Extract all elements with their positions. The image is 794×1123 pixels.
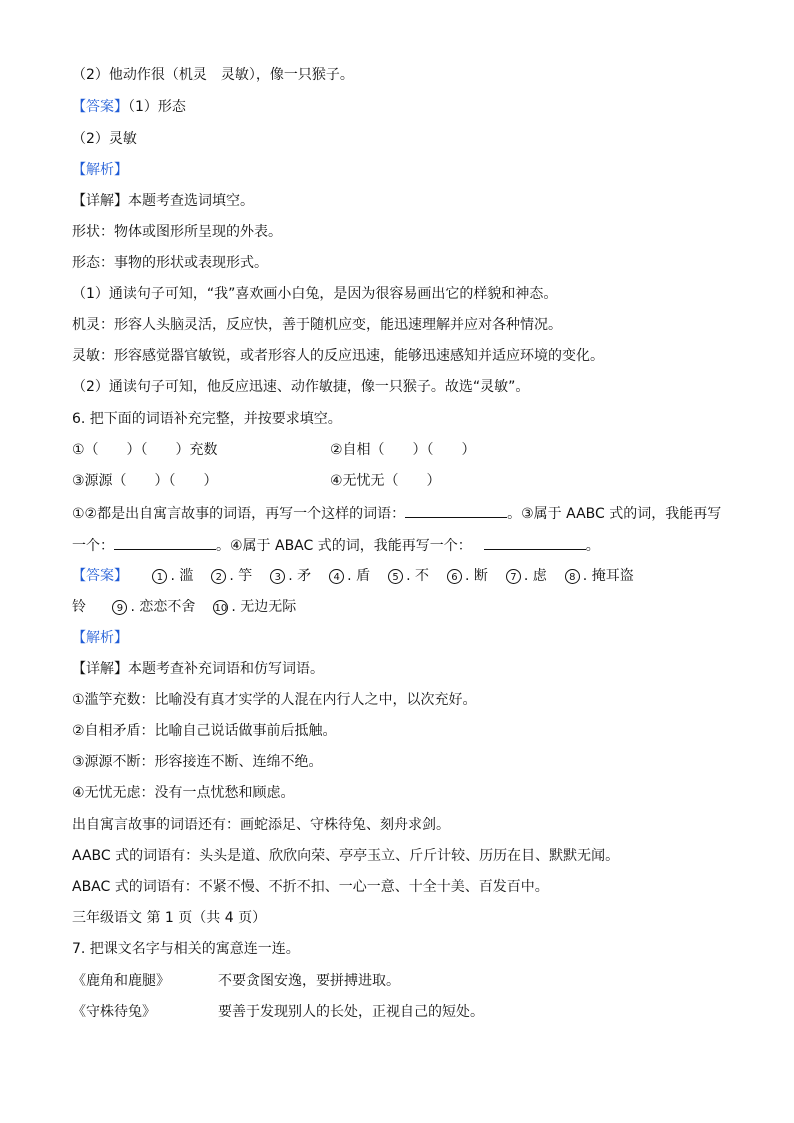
answer-text: . 矛 [288,568,312,584]
q6-title: 6. 把下面的词语补充完整，并按要求填空。 [72,411,342,427]
q6-fill2-text: 一个： [72,538,114,554]
note-line: ②自相矛盾：比喻自己说话做事前后抵触。 [72,723,337,739]
q6-fill2-text3: 。 [585,538,600,554]
q7-row [72,1002,484,1022]
answer-tag: 【答案】 [72,568,128,584]
note-line: 出自寓言故事的词语还有：画蛇添足、守株待兔、刻舟求剑。 [72,817,450,833]
circled-number-icon: 10 [213,600,228,615]
answer-text: . 掩耳盗 [582,568,634,584]
q6-row1 [72,440,476,460]
detail-tag: 【详解】 [72,661,128,677]
note-line: 形态：事物的形状或表现形式。 [72,255,268,271]
circled-number-icon: 2 [211,569,226,584]
q6-fill1-text: ①②都是出自寓言故事的词语，再写一个这样的词语： [72,506,406,522]
answer5-a1: （1）形态 [128,99,186,115]
answer-blank[interactable] [484,535,586,550]
analysis-tag: 【解析】 [72,162,128,178]
circled-number-icon: 6 [447,569,462,584]
answer-item [447,566,488,586]
circled-number-icon: 8 [565,569,580,584]
q7-left: 《鹿角和鹿腿》 [72,973,170,989]
note-line: AABC 式的词语有：头头是道、欣欣向荣、亭亭玉立、斤斤计较、历历在目、默默无闻。 [72,848,620,864]
circled-number-icon: 5 [388,569,403,584]
answer6-wrap: 铃 [72,599,86,615]
note-line: ④无忧无虑：没有一点忧愁和顾虑。 [72,785,295,801]
answer-text: . 恋恋不舍 [130,599,196,615]
answer-text: . 滥 [170,568,194,584]
answer-text: . 虑 [523,568,547,584]
note-line: 机灵：形容人头脑灵活，反应快，善于随机应变，能迅速理解并应对各种情况。 [72,317,562,333]
circled-number-icon: 9 [112,600,127,615]
detail6 [72,659,324,679]
answer-tag: 【答案】 [72,99,128,115]
note-line: ①滥竽充数：比喻没有真才实学的人混在内行人之中，以次充好。 [72,692,477,708]
answer-item [329,566,370,586]
note-line: 形状：物体或图形所呈现的外表。 [72,224,282,240]
q6-item1: ①（ ）（ ）充数 [72,442,218,458]
q6-item3: ③源源（ ）（ ） [72,473,218,489]
answer-item [213,597,296,617]
q6-fill2-text2: 。④属于 ABAC 式的词，我能再写一个： [216,538,472,554]
q6-item2: ②自相（ ）（ ） [330,442,476,458]
note-line: ③源源不断：形容接连不断、连绵不绝。 [72,754,323,770]
answer-item [270,566,311,586]
q6-fill1 [72,503,721,524]
q6-item4: ④无忧无（ ） [330,473,441,489]
note-line: 灵敏：形容感觉器官敏锐，或者形容人的反应迅速，能够迅速感知并适应环境的变化。 [72,348,604,364]
answer5-a2: （2）灵敏 [72,131,137,147]
answer-text: . 盾 [347,568,371,584]
detail-tag: 【详解】 [72,193,128,209]
answer-blank[interactable] [405,503,507,518]
detail5 [72,191,254,211]
q7-row [72,971,400,991]
circled-number-icon: 3 [270,569,285,584]
q6-row2 [72,471,441,491]
analysis-tag: 【解析】 [72,630,128,646]
q7-left: 《守株待兔》 [72,1004,156,1020]
answer-text: . 不 [406,568,429,584]
answer-text: . 无边无际 [231,599,297,615]
q6-fill2 [72,535,600,556]
page-footer: 三年级语文 第 1 页（共 4 页） [72,910,267,926]
answer-item [388,566,429,586]
q6-fill1-text2: 。③属于 AABC 式的词，我能再写 [507,506,722,522]
answer6 [72,566,652,586]
detail5-text: 本题考查选词填空。 [128,193,254,209]
note-line: （1）通读句子可知，“我”喜欢画小白兔，是因为很容易画出它的样貌和神态。 [72,286,558,302]
q7-right: 要善于发现别人的长处，正视自己的短处。 [218,1004,484,1020]
answer-blank[interactable] [114,535,216,550]
answer-item [152,566,193,586]
answer-text: . 竽 [229,568,253,584]
circled-number-icon: 1 [152,569,167,584]
note-line: ABAC 式的词语有：不紧不慢、不折不扣、一心一意、十全十美、百发百中。 [72,879,549,895]
detail6-text: 本题考查补充词语和仿写词语。 [128,661,324,677]
answer-item [565,566,634,586]
q7-title: 7. 把课文名字与相关的寓意连一连。 [72,941,300,957]
q5-blank2: （2）他动作很（机灵 灵敏），像一只猴子。 [72,67,354,83]
circled-number-icon: 4 [329,569,344,584]
note-line: （2）通读句子可知，他反应迅速、动作敏捷，像一只猴子。故选“灵敏”。 [72,379,530,395]
answer-item [506,566,547,586]
circled-number-icon: 7 [506,569,521,584]
q7-right: 不要贪图安逸，要拼搏进取。 [218,973,400,989]
answer-text: . 断 [464,568,488,584]
answer-item [211,566,252,586]
answer5-line1 [72,97,186,117]
answer-item [112,597,195,617]
answer6-line2 [72,597,314,617]
